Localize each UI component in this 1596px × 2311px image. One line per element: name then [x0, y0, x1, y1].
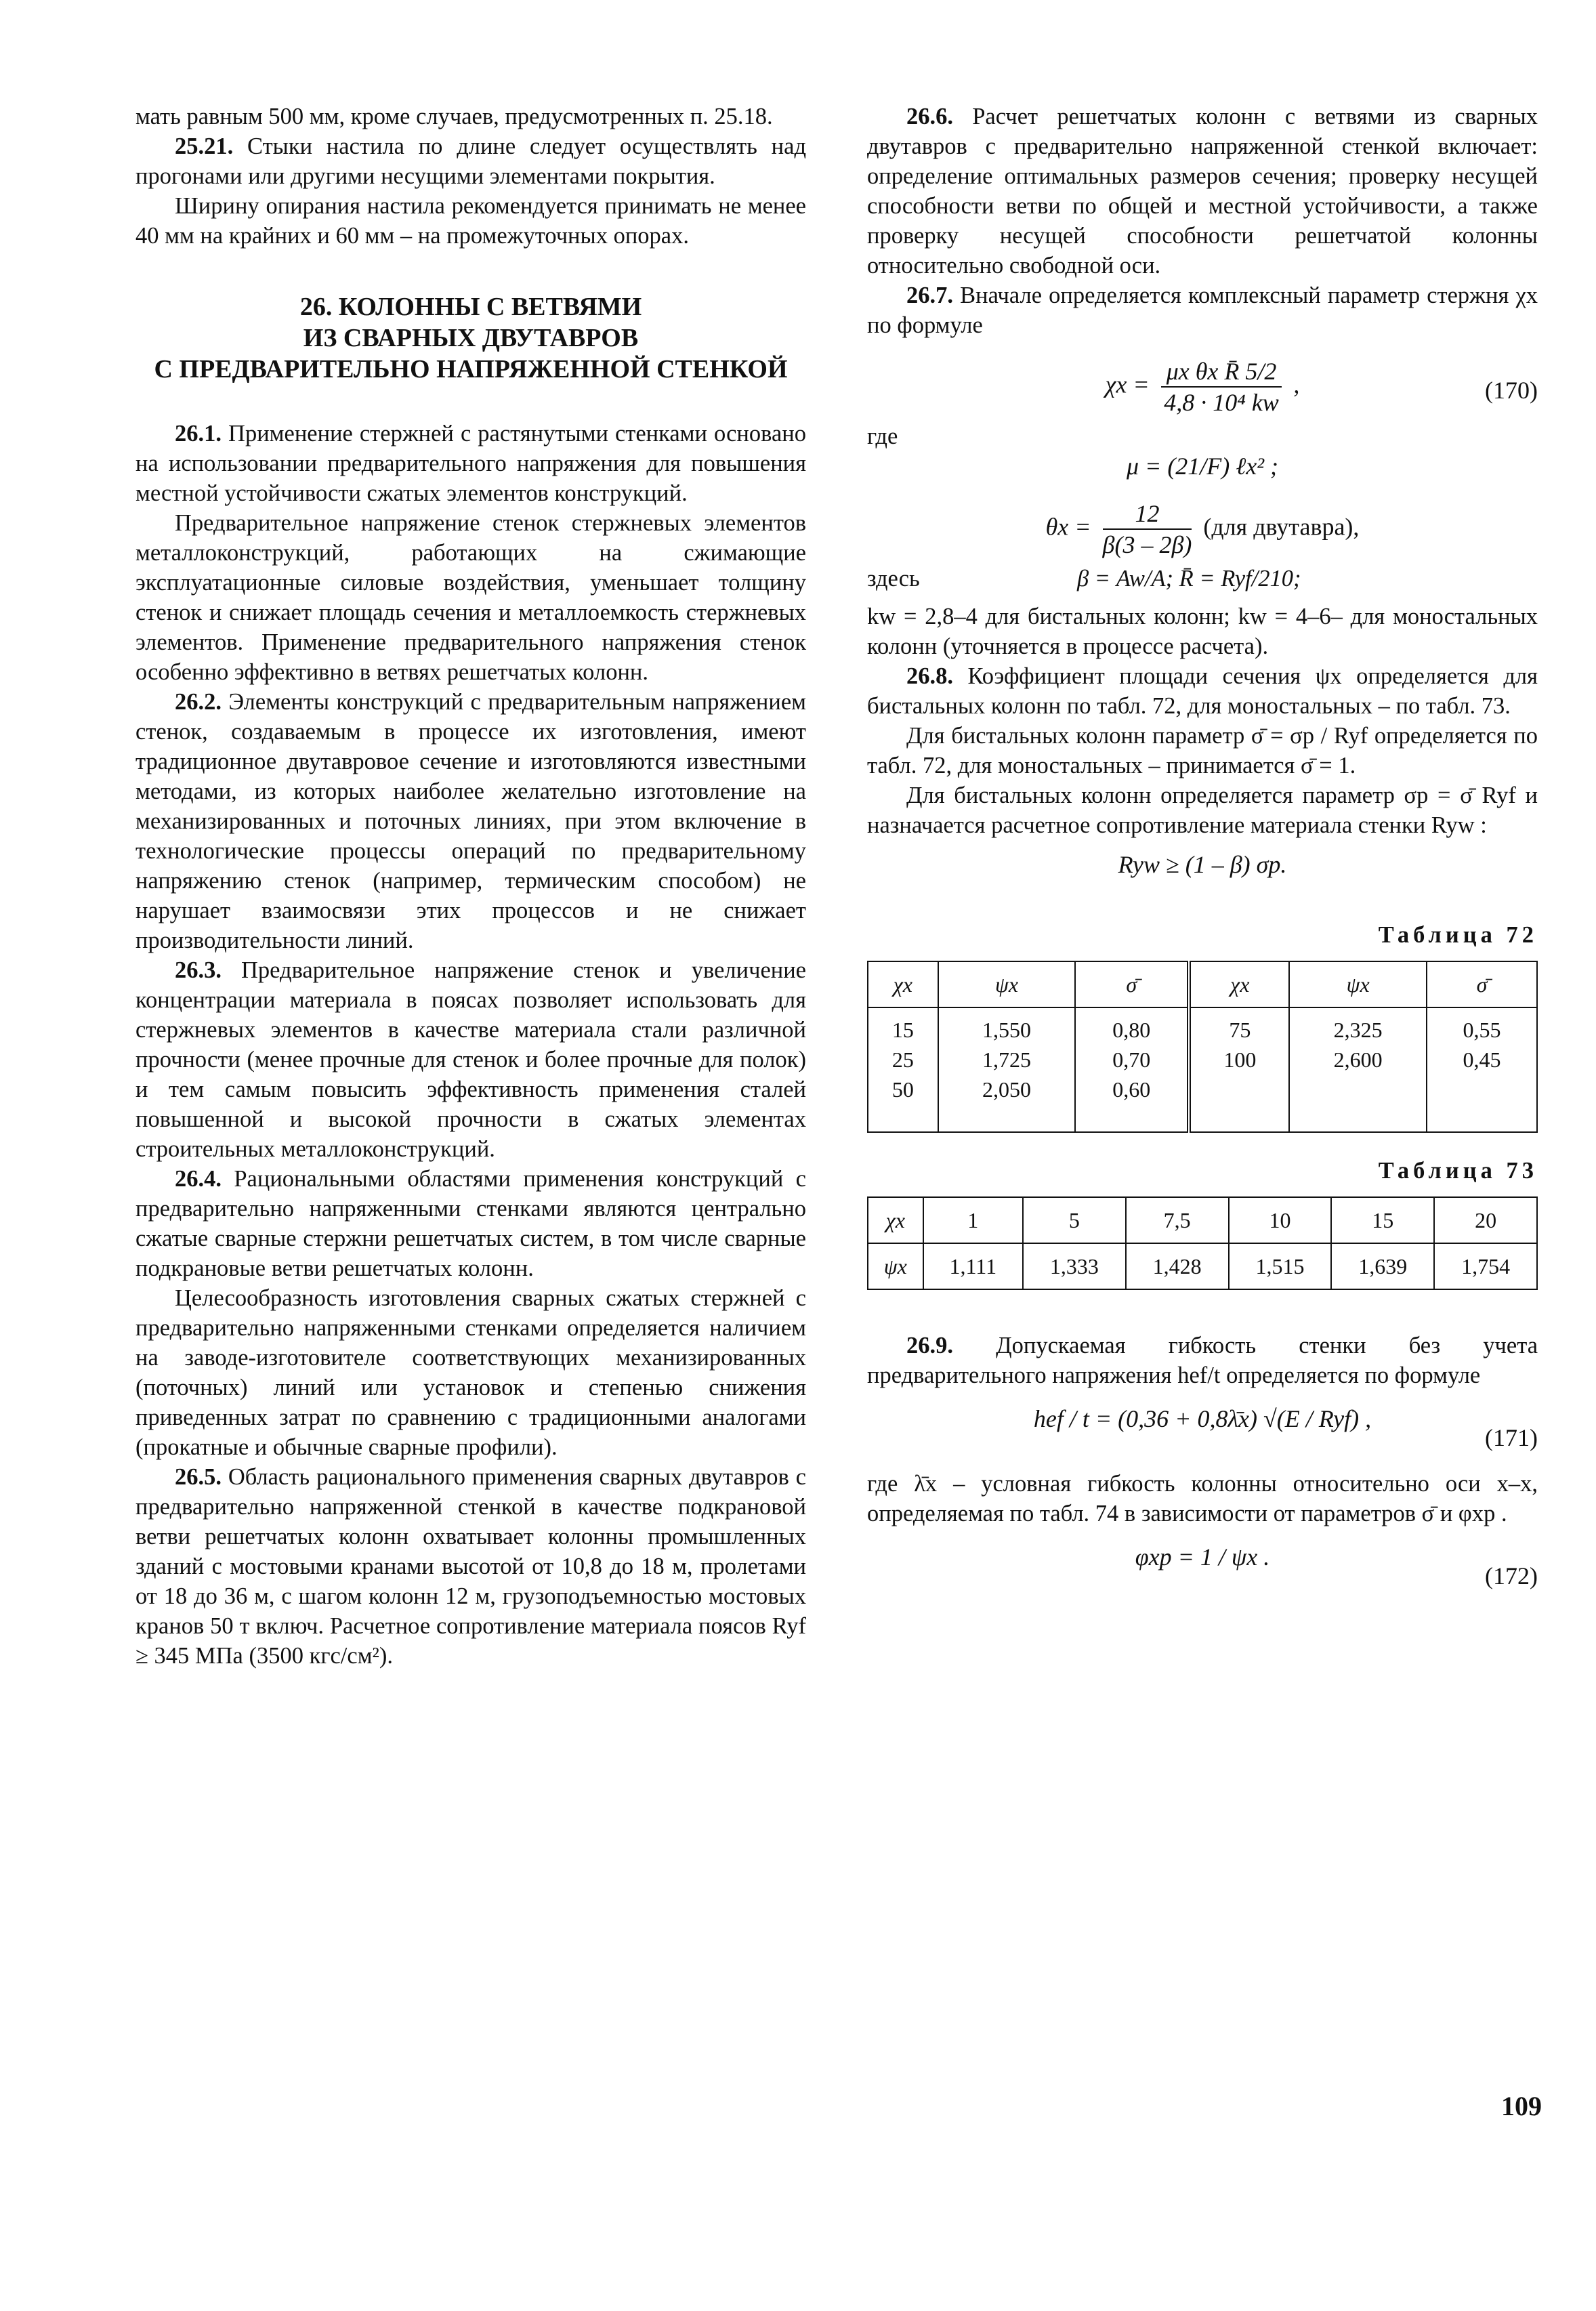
cell-value: 75 [1229, 1018, 1251, 1042]
cell-value: 15 [891, 1018, 914, 1042]
clause-text: Рациональными областями применения конструкций с предварительно напряженными стенками являются центрально сжатые сварные стержни решетчатых систем, в том числе сварные подкрановые ветви решетчатых колонн. [135, 1166, 806, 1281]
clause-text: Элементы конструкций с предварительным напряжением стенок, создаваемым в процессе их изготовления, имеют традиционное двутавровое сечение и изготовляются известными методами, из которых наиболее желательно изготовление на механизированных и поточных линиях, при этом включение в технологические процессы операций по предварительному напряжению стенок (например, термическим способом) не нарушает взаимосвязи этих процессов и не снижает производительности линий. [135, 689, 806, 953]
cell-value: 100 [1223, 1047, 1257, 1072]
clause-number: 26.3. [175, 957, 222, 983]
paragraph-26-1 [135, 419, 806, 508]
heading-line: С ПРЕДВАРИТЕЛЬНО НАПРЯЖЕННОЙ СТЕНКОЙ [154, 355, 788, 383]
table-header: ψx [868, 1243, 923, 1289]
equation-condition: (для двутавра), [1203, 513, 1360, 541]
paragraph-25-21 [135, 131, 806, 191]
equation-lhs: θx = [1045, 513, 1091, 541]
table-cell: 5 [1023, 1197, 1126, 1243]
cell-value: 1,550 [982, 1018, 1031, 1042]
cell-value: 50 [891, 1077, 914, 1102]
paragraph-26-8 [867, 661, 1538, 721]
paragraph-26-7 [867, 280, 1538, 340]
table-cell: 1,333 [1023, 1243, 1126, 1289]
cell-value: 25 [891, 1047, 914, 1072]
cell-value: 0,55 [1463, 1018, 1501, 1042]
equation-mu [867, 451, 1538, 499]
table-header-row [868, 961, 1537, 1007]
table-73 [867, 1196, 1538, 1290]
table-cell: 1,515 [1229, 1243, 1332, 1289]
table-header: σ̄ [1075, 961, 1189, 1007]
paragraph-bearing-width: Ширину опирания настила рекомендуется принимать не менее 40 мм на крайних и 60 мм – на промежуточных опорах. [135, 193, 806, 249]
equation-ryw [867, 850, 1538, 897]
fraction-denominator: 4,8 · 10⁴ kw [1164, 389, 1279, 416]
paragraph-prestress: Предварительное напряжение стенок стержневых элементов металлоконструкций, работающих на сжимающие эксплуатационные силовые воздействия, уменьшает толщину стенок и снижает площадь сечения и металлоемкость стержневых элементов. Применение предварительного напряжения стенок особенно эффективно в ветвях решетчатых колонн. [135, 510, 806, 685]
table-row [868, 1197, 1537, 1243]
table-header: σ̄ [1427, 961, 1537, 1007]
table-header: ψx [1289, 961, 1427, 1007]
clause-number: 26.8. [906, 663, 953, 689]
cell-value: 0,60 [1112, 1077, 1151, 1102]
paragraph-expediency: Целесообразность изготовления сварных сжатых стержней с предварительно напряженными стенками определяется наличием на заводе-изготовителе соответствующих механизированных (поточных) линий или установок и степенью снижения приведенных затрат по сравнению с традиционными аналогами (прокатные и обычные сварные профили). [135, 1285, 806, 1460]
equation-text: φxp = 1 / ψx . [1135, 1543, 1270, 1570]
clause-text: Область рационального применения сварных двутавров с предварительно напряженной стенкой в качестве подкрановой ветви решетчатых колонн охватывает колонны промышленных зданий с мостовыми кранами высотой от 10,8 до 18 м, пролетами от 18 до 36 м, с шагом колонн 12 м, грузоподъемностью мостовых кранов 50 т включ. Расчетное сопротивление материала поясов Ryf ≥ 345 МПа (3500 кгс/см²). [135, 1464, 806, 1669]
table-header: χx [1189, 961, 1289, 1007]
table-header: χx [868, 1197, 923, 1243]
clause-text: Применение стержней с растянутыми стенками основано на использовании предварительного напряжения для повышения местной устойчивости сжатых элементов конструкций. [135, 421, 807, 506]
clause-text: Вначале определяется комплексный параметр стержня χx по формуле [867, 283, 1538, 338]
clause-text: Стыки настила по длине следует осуществлять над прогонами или другими несущими элементами покрытия. [135, 133, 807, 189]
heading-line: ИЗ СВАРНЫХ ДВУТАВРОВ [303, 324, 639, 352]
equation-172 [867, 1542, 1538, 1607]
page-number: 109 [1501, 2091, 1542, 2121]
table-cell: 1,111 [923, 1243, 1023, 1289]
cell-value: 0,70 [1112, 1047, 1151, 1072]
equation-text: μ = (21/F) ℓx² ; [1126, 453, 1279, 480]
equation-number: (171) [1485, 1424, 1538, 1451]
fraction-numerator: μx θx R̄ 5/2 [1161, 356, 1282, 388]
equation-text: hef / t = (0,36 + 0,8λ̄x) √(E / Ryf) , [1033, 1405, 1372, 1432]
cell-value: 2,050 [982, 1077, 1031, 1102]
clause-text: Предварительное напряжение стенок и увеличение концентрации материала в поясах позволяет использовать для стержневых элементов в качестве материала стали различной прочности (менее прочные для стенок и более прочные для полок) и тем самым повысить эффективность применения сталей повышенной и высокой прочности в сжатых элементах строительных металлоконструкций. [135, 957, 806, 1162]
left-column [135, 102, 806, 1671]
equation-beta: β = Aw/A; R̄ = Ryf/210; [1077, 566, 1301, 591]
paragraph-26-3 [135, 955, 806, 1164]
right-column [867, 102, 1538, 1607]
table-row [868, 1007, 1537, 1132]
clause-number: 26.4. [175, 1166, 222, 1192]
clause-number: 26.2. [175, 689, 222, 715]
table-cell: 1,428 [1126, 1243, 1229, 1289]
cell-value: 2,325 [1333, 1018, 1383, 1042]
cell-value: 0,80 [1112, 1018, 1151, 1042]
equation-number: (170) [1485, 377, 1538, 404]
paragraph-26-6 [867, 102, 1538, 280]
here-label: здесь [867, 566, 920, 591]
equation-text: Ryw ≥ (1 – β) σp. [1118, 851, 1287, 878]
clause-number: 26.6. [906, 104, 953, 129]
paragraph-26-5 [135, 1462, 806, 1671]
equation-fraction [1161, 356, 1282, 417]
table-cell: 10 [1229, 1197, 1332, 1243]
table-cell [868, 1007, 938, 1132]
clause-number: 26.7. [906, 283, 953, 308]
clause-number: 26.9. [906, 1333, 953, 1358]
section-heading [135, 291, 806, 385]
equation-170: χx = $\frac{\text{μx θx R̄ 5/2}}{\text{4,8 · 10⁴ kw}}$ , (170) [1105, 358, 1538, 416]
table-cell: 1 [923, 1197, 1023, 1243]
clause-number: 26.5. [175, 1464, 222, 1490]
clause-text: Расчет решетчатых колонн с ветвями из сварных двутавров с предварительно напряженной стенкой включает: определение оптимальных размеров сечения; проверку несущей способности ветви по общей и местной устойчивости, а также проверку несущей способности решетчатой колонны относительно свободной оси. [867, 104, 1538, 278]
table-cell [1075, 1007, 1189, 1132]
paragraph-sigma-p: Для бистальных колонн определяется параметр σp = σ̄ Ryf и назначается расчетное сопротивление материала стенки Ryw : [867, 783, 1538, 838]
table-cell: 20 [1434, 1197, 1537, 1243]
paragraph-sigma: Для бистальных колонн параметр σ̄ = σp / Ryf определяется по табл. 72, для моностальных – принимается σ̄ = 1. [867, 723, 1538, 778]
table-73-title: Таблица 73 [1378, 1158, 1538, 1184]
equation-171 [867, 1404, 1538, 1469]
clause-text: Допускаемая гибкость стенки без учета предварительного напряжения hef/t определяется по формуле [867, 1333, 1538, 1388]
table-72 [867, 961, 1538, 1133]
clause-text: Коэффициент площади сечения ψx определяется для бистальных колонн по табл. 72, для моностальных – по табл. 73. [867, 663, 1538, 719]
table-cell [938, 1007, 1076, 1132]
where-label: где [867, 423, 898, 449]
table-cell [1427, 1007, 1537, 1132]
paragraph-26-4 [135, 1164, 806, 1283]
cell-value: 0,45 [1463, 1047, 1501, 1072]
equation-beta-row [867, 564, 1538, 602]
clause-number: 26.1. [175, 421, 222, 446]
equation-number: (172) [1485, 1562, 1538, 1589]
table-row [868, 1243, 1537, 1289]
table-cell [1189, 1007, 1289, 1132]
table-cell: 7,5 [1126, 1197, 1229, 1243]
table-header: ψx [938, 961, 1076, 1007]
heading-line: 26. КОЛОННЫ С ВЕТВЯМИ [299, 293, 642, 321]
cell-value: 2,600 [1333, 1047, 1383, 1072]
equation-theta [867, 499, 1538, 564]
table-cell: 15 [1331, 1197, 1434, 1243]
table-header: χx [868, 961, 938, 1007]
table-cell [1289, 1007, 1427, 1132]
fraction-denominator: β(3 – 2β) [1102, 531, 1192, 558]
equation-lhs: χx = [1105, 371, 1150, 398]
table-cell: 1,754 [1434, 1243, 1537, 1289]
paragraph-lambda: где λ̄x – условная гибкость колонны относительно оси x–x, определяемая по табл. 74 в зависимости от параметров σ̄ и φxp . [867, 1471, 1538, 1526]
cell-value: 1,725 [982, 1047, 1031, 1072]
table-72-title: Таблица 72 [1378, 922, 1538, 948]
paragraph-continuation: мать равным 500 мм, кроме случаев, предусмотренных п. 25.18. [135, 104, 773, 129]
paragraph-26-2 [135, 687, 806, 955]
fraction-numerator: 12 [1103, 499, 1192, 530]
equation-fraction [1103, 499, 1192, 560]
table-cell: 1,639 [1331, 1243, 1434, 1289]
paragraph-26-9 [867, 1331, 1538, 1390]
clause-number: 25.21. [175, 133, 234, 159]
paragraph-kw: kw = 2,8–4 для бистальных колонн; kw = 4–6– для моностальных колонн (уточняется в процессе расчета). [867, 604, 1538, 659]
